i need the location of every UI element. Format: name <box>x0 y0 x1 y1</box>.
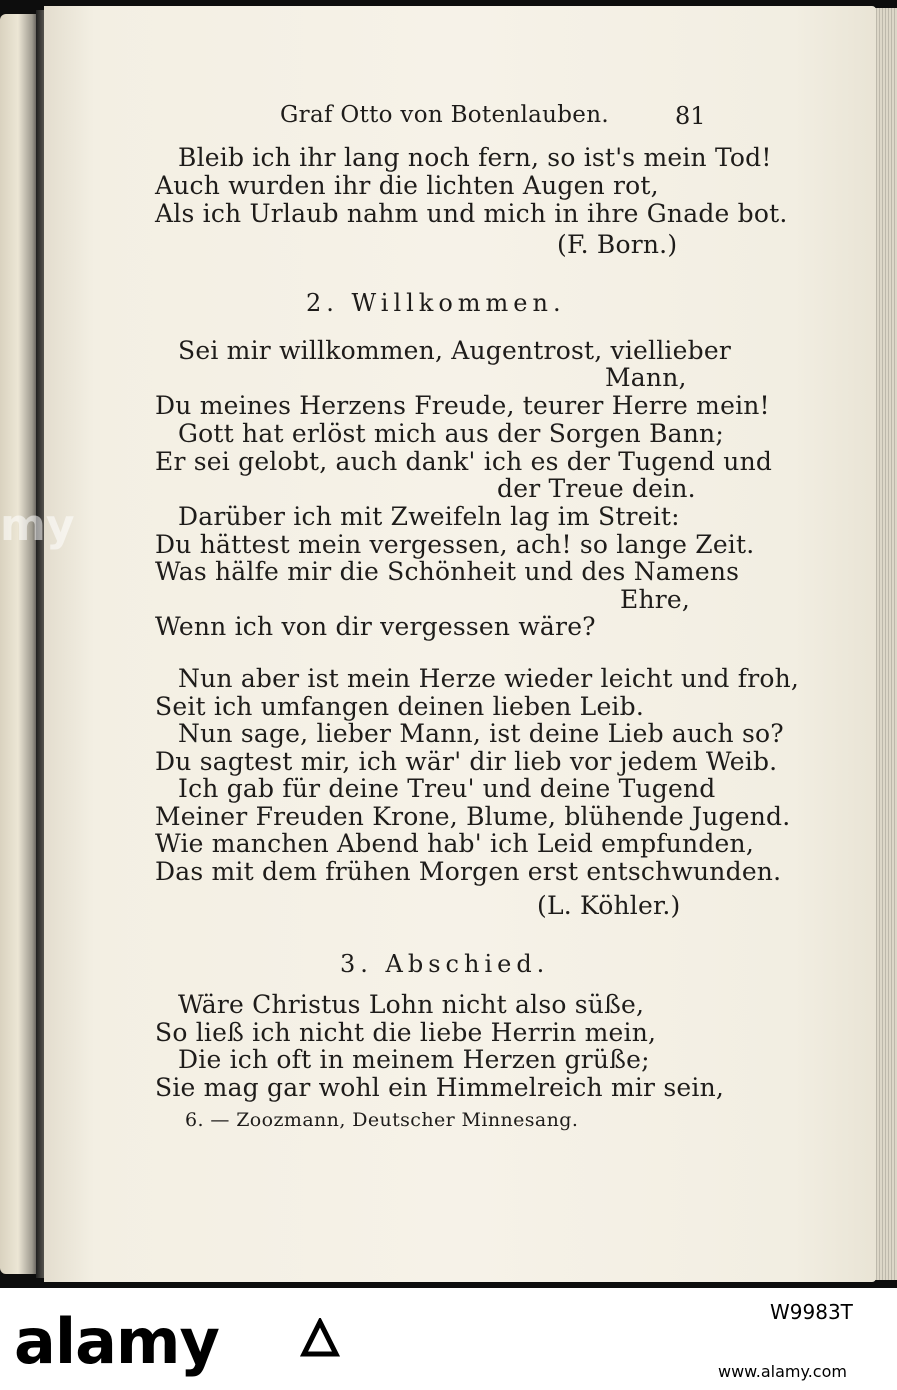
verse-line: Du meines Herzens Freude, teurer Herre mein! <box>155 391 770 420</box>
verse-line: Wie manchen Abend hab' ich Leid empfunden, <box>155 829 754 858</box>
verse-line: Die ich oft in meinem Herzen grüße; <box>178 1045 650 1074</box>
verse-line: Ich gab für deine Treu' und deine Tugend <box>178 774 716 803</box>
poem-title: 3. Abschied. <box>340 950 550 978</box>
verse-line: Nun sage, lieber Mann, ist deine Lieb auch so? <box>178 719 784 748</box>
verse-line: Sei mir willkommen, Augentrost, viellieber <box>178 336 731 365</box>
verse-line: Wäre Christus Lohn nicht also süße, <box>178 990 645 1019</box>
verse-line: der Treue dein. <box>497 474 696 503</box>
verse-line: Auch wurden ihr die lichten Augen rot, <box>155 171 659 200</box>
poem-title: 2. Willkommen. <box>306 289 566 317</box>
verse-line: Du hättest mein vergessen, ach! so lange Zeit. <box>155 530 755 559</box>
facing-page-edge <box>0 14 40 1274</box>
verse-line: So ließ ich nicht die liebe Herrin mein, <box>155 1018 657 1047</box>
verse-line: Seit ich umfangen deinen lieben Leib. <box>155 692 644 721</box>
running-title: Graf Otto von Botenlauben. <box>280 102 609 128</box>
stock-logo: alamy <box>14 1305 219 1378</box>
verse-line: Als ich Urlaub nahm und mich in ihre Gnade bot. <box>155 199 788 228</box>
verse-line: Darüber ich mit Zweifeln lag im Streit: <box>178 502 680 531</box>
verse-line: Sie mag gar wohl ein Himmelreich mir sein, <box>155 1073 725 1102</box>
attribution: (L. Köhler.) <box>537 891 681 920</box>
watermark-text: my <box>0 500 75 551</box>
verse-line: Was hälfe mir die Schönheit und des Namens <box>155 557 740 586</box>
page-edges <box>874 8 897 1280</box>
stock-url: www.alamy.com <box>718 1362 847 1381</box>
attribution: (F. Born.) <box>557 230 678 259</box>
verse-line: Das mit dem frühen Morgen erst entschwunden. <box>155 857 782 886</box>
verse-line: Nun aber ist mein Herze wieder leicht und froh, <box>178 664 800 693</box>
verse-line: Er sei gelobt, auch dank' ich es der Tugend und <box>155 447 773 476</box>
page-number: 81 <box>675 102 706 130</box>
verse-line: Du sagtest mir, ich wär' dir lieb vor jedem Weib. <box>155 747 778 776</box>
page-footer: 6. — Zoozmann, Deutscher Minnesang. <box>185 1109 579 1131</box>
verse-line: Meiner Freuden Krone, Blume, blühende Jugend. <box>155 802 791 831</box>
verse-line: Gott hat erlöst mich aus der Sorgen Bann; <box>178 419 724 448</box>
stock-image-id: W9983T <box>770 1300 853 1324</box>
verse-line: Bleib ich ihr lang noch fern, so ist's mein Tod! <box>178 143 772 172</box>
verse-line: Wenn ich von dir vergessen wäre? <box>155 612 596 641</box>
verse-line: Mann, <box>605 363 687 392</box>
verse-line: Ehre, <box>620 585 691 614</box>
stock-logo-mark-icon <box>300 1318 340 1358</box>
